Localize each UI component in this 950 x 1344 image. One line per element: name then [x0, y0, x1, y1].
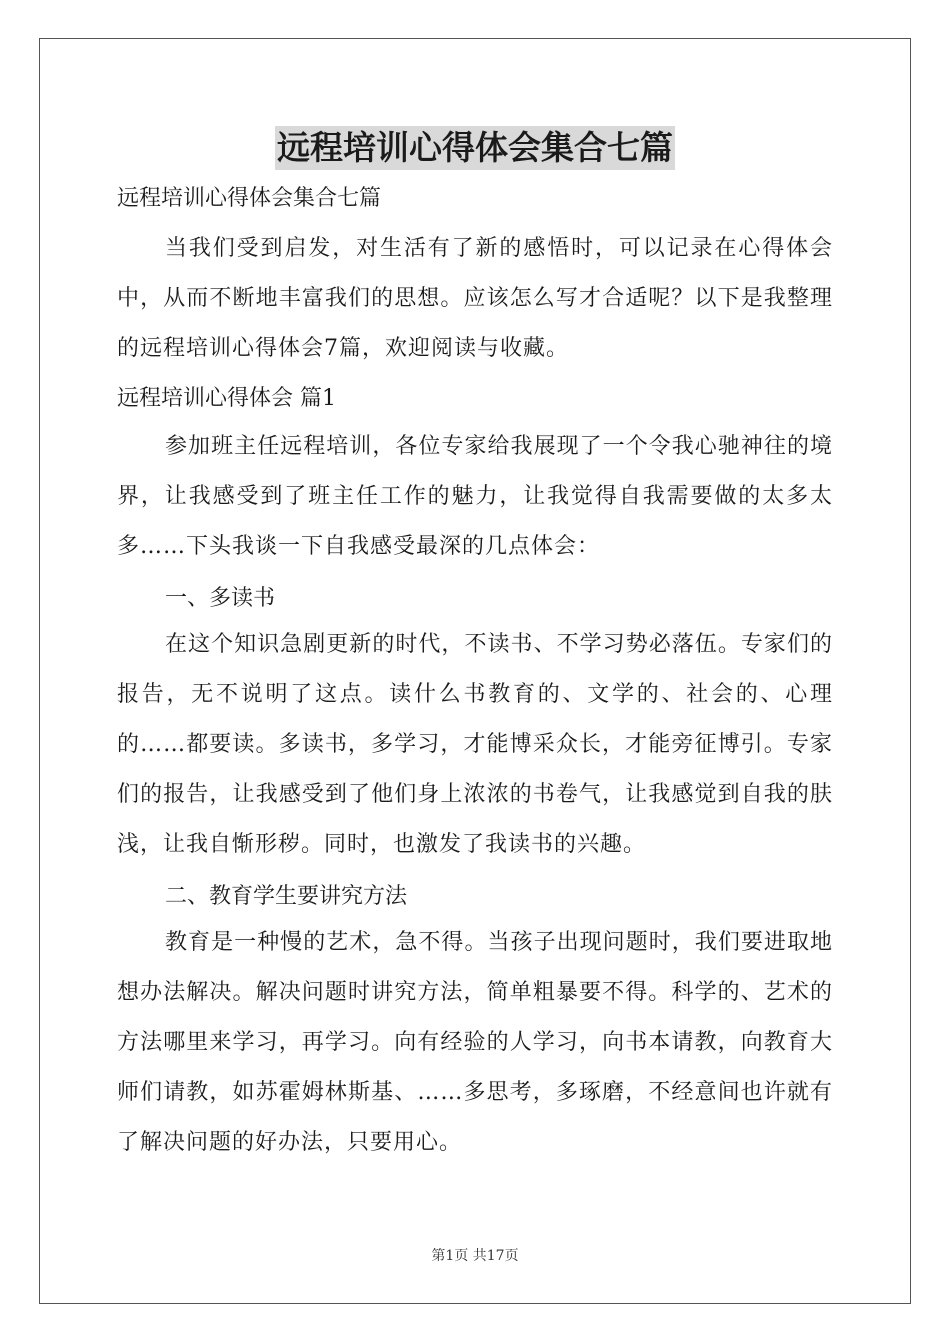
document-title: 远程培训心得体会集合七篇: [275, 126, 675, 170]
page-footer: 第1页 共17页: [431, 1248, 519, 1264]
point1-heading: 一、多读书: [165, 586, 276, 611]
paragraph-1: 参加班主任远程培训，各位专家给我展现了一个令我心驰神往的境界，让我感受到了班主任工作的魅力，让我觉得自我需要做的太多太多……下头我谈一下自我感受最深的几点体会：: [117, 434, 833, 559]
point2-heading: 二、教育学生要讲究方法: [165, 884, 408, 909]
paragraph-2: 在这个知识急剧更新的时代，不读书、不学习势必落伍。专家们的报告，无不说明了这点。读什么书教育的、文学的、社会的、心理的……都要读。多读书，多学习，才能博采众长，才能旁征博引。专家们的报告，让我感受到了他们身上浓浓的书卷气，让我感觉到自我的肤浅，让我自惭形秽。同时，也激发了我读书的兴趣。: [117, 632, 833, 857]
section1-heading: 远程培训心得体会 篇1: [117, 386, 336, 411]
document-subtitle: 远程培训心得体会集合七篇: [117, 186, 382, 211]
intro-paragraph: 当我们受到启发，对生活有了新的感悟时，可以记录在心得体会中，从而不断地丰富我们的思想。应该怎么写才合适呢？以下是我整理的远程培训心得体会7篇，欢迎阅读与收藏。: [117, 236, 833, 361]
title-wrap: [117, 126, 833, 170]
paragraph-3: 教育是一种慢的艺术，急不得。当孩子出现问题时，我们要进取地想办法解决。解决问题时讲究方法，简单粗暴要不得。科学的、艺术的方法哪里来学习，再学习。向有经验的人学习，向书本请教，向教育大师们请教，如苏霍姆林斯基、……多思考，多琢磨，不经意间也许就有了解决问题的好办法，只要用心。: [117, 930, 833, 1155]
